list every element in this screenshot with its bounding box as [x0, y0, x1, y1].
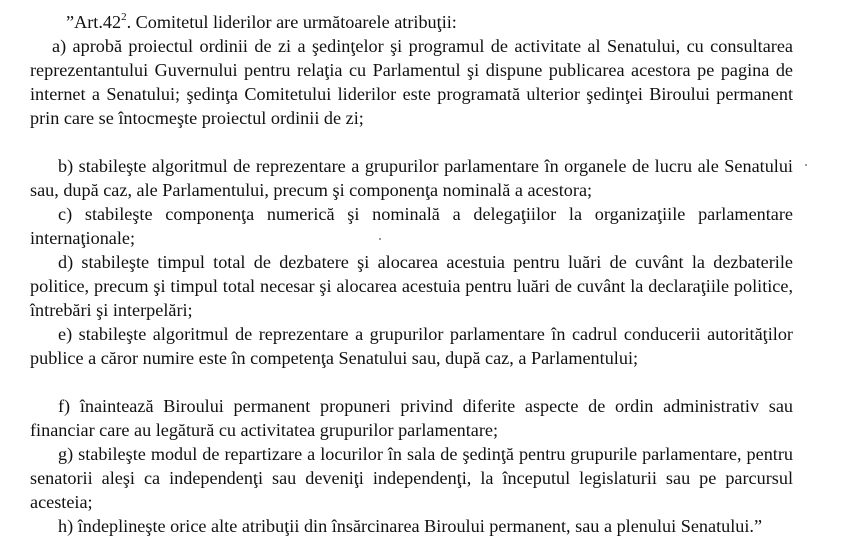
article-number-superscript: 2 [121, 10, 127, 23]
article-heading-text: . Comitetul liderilor are următoarele atribuţii: [126, 12, 457, 32]
paragraph-e: e) stabileşte algoritmul de reprezentare a grupurilor parlamentare în cadrul conducerii autorităţilor publice a căror numire este în competenţa Senatului sau, după caz, a Parlamentului; [30, 324, 793, 368]
scan-speck [379, 238, 381, 240]
paragraph-c: c) stabileşte componenţa numerică şi nominală a delegaţiilor la organizaţiile parlamentare internaţionale; [30, 204, 793, 248]
paragraph-g: g) stabileşte modul de repartizare a locurilor în sala de şedinţă pentru grupurile parlamentare, pentru senatorii aleşi ca independenţi sau deveniţi independenţi, la începutul legislaturii sau pe parcursul acesteia; [30, 444, 793, 512]
paragraph-f: f) înaintează Biroului permanent propuneri privind diferite aspecte de ordin administrativ sau financiar care au legătură cu activitatea grupurilor parlamentare; [30, 396, 793, 440]
article-heading [66, 10, 457, 34]
scan-speck [805, 164, 807, 166]
paragraph-d: d) stabileşte timpul total de dezbatere şi alocarea acestuia pentru luări de cuvânt la dezbaterile politice, precum şi timpul total necesar şi alocarea acestuia pentru luări de cuvânt la declaraţiile politice, întrebări şi interpelări; [30, 252, 793, 320]
paragraph-a: a) aprobă proiectul ordinii de zi a şedinţelor şi programul de activitate al Senatului, cu consultarea reprezentantului Guvernului pentru relaţia cu Parlamentul şi dispune publicarea acestora pe pagina de internet a Senatului; şedinţa Comitetului liderilor este programată ulterior şedinţei Biroului permanent prin care se întocmeşte proiectul ordinii de zi; [30, 36, 793, 128]
paragraph-h: h) îndeplineşte orice alte atribuţii din însărcinarea Biroului permanent, sau a plenului Senatului.” [58, 516, 763, 536]
article-heading-prefix: ”Art.42 [66, 12, 122, 32]
paragraph-b: b) stabileşte algoritmul de reprezentare a grupurilor parlamentare în organele de lucru ale Senatului sau, după caz, ale Parlamentului, precum şi componenţa nominală a acestora; [30, 156, 793, 200]
